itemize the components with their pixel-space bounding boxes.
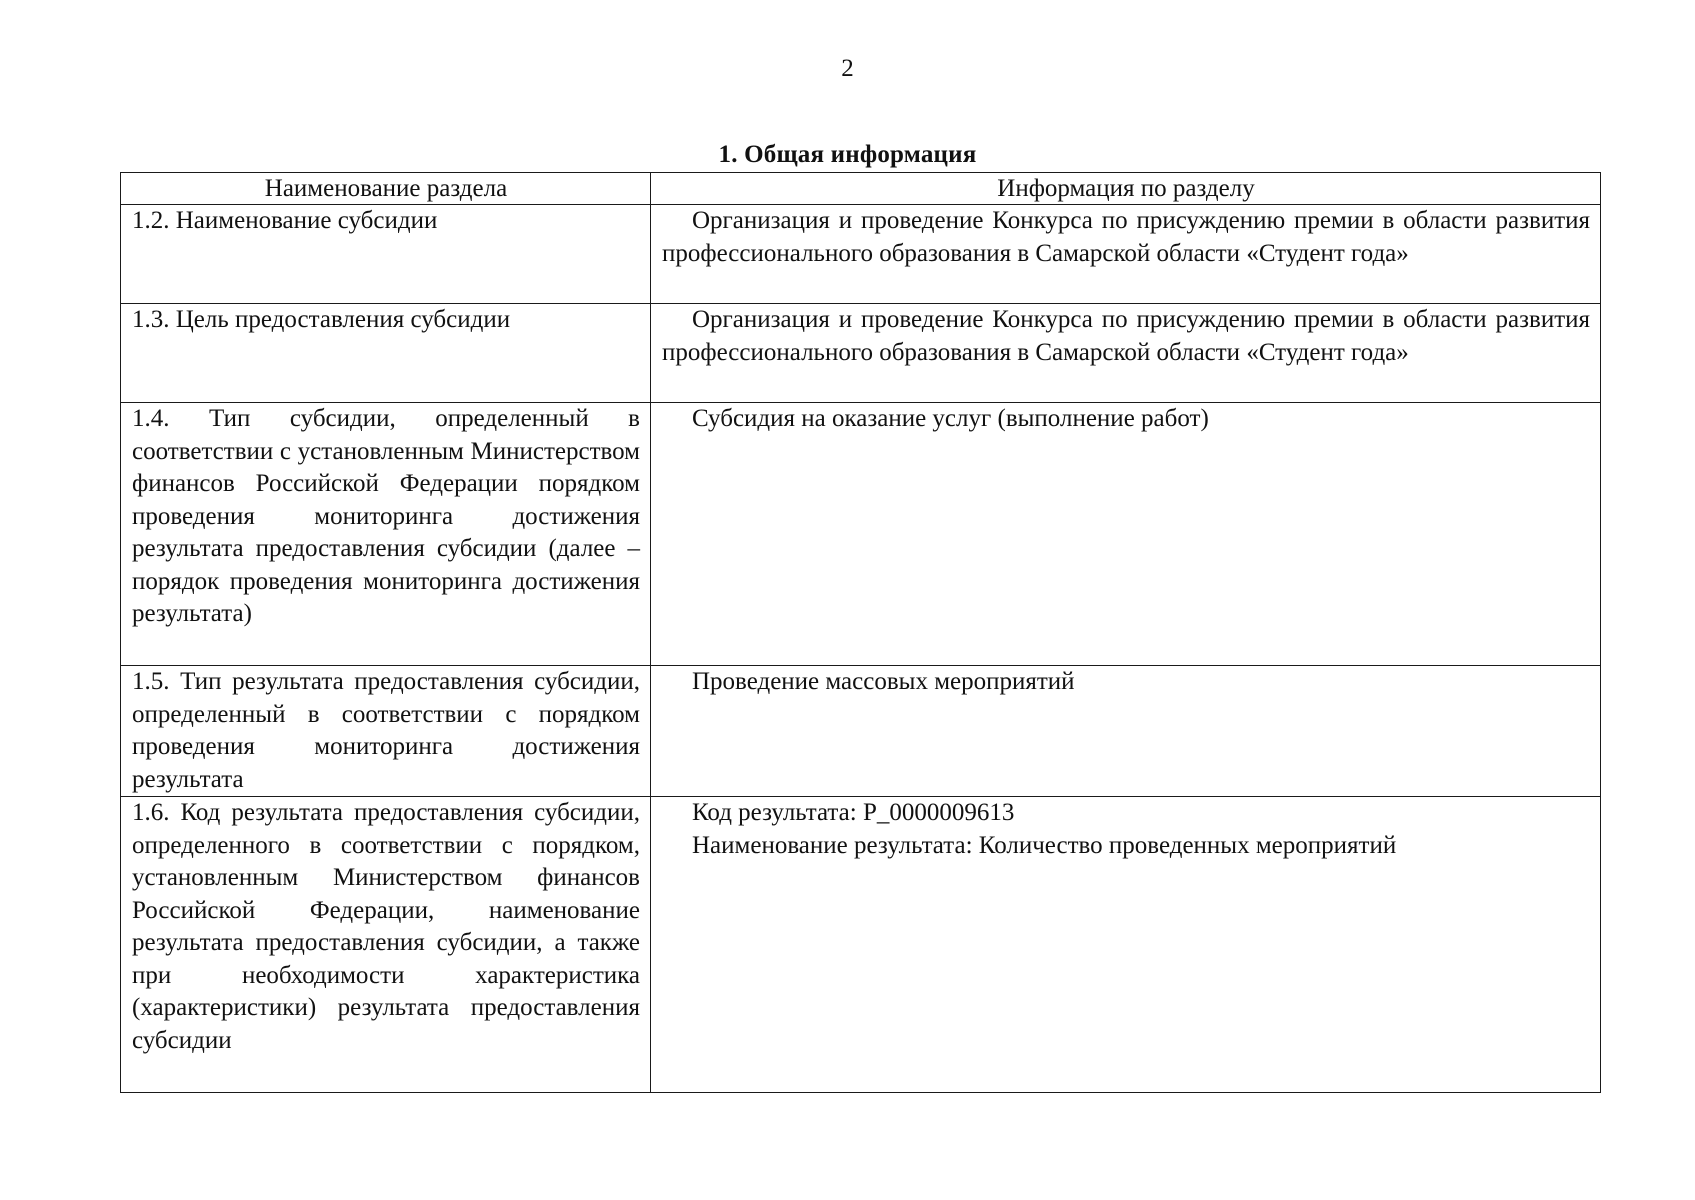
row-name-1-6: 1.6. Код результата предоставления субсидии, определенного в соответствии с порядком, установленным Министерством финансов Российской Федерации, наименование результата предоставления субсидии, а также при необходимости характеристика (характеристики) результата предоставления субсидии bbox=[121, 797, 651, 1093]
result-code-text: Код результата: P_0000009613 bbox=[692, 799, 1015, 826]
row-info-1-6 bbox=[651, 797, 1601, 1093]
row-info-text: Организация и проведение Конкурса по присуждению премии в области развития профессионального образования в Самарской области «Студент года» bbox=[662, 306, 1590, 366]
table-row bbox=[121, 666, 1601, 797]
row-info-1-3 bbox=[651, 304, 1601, 403]
row-info-1-5 bbox=[651, 666, 1601, 797]
row-name-1-5: 1.5. Тип результата предоставления субсидии, определенный в соответствии с порядком проведения мониторинга достижения результата bbox=[121, 666, 651, 797]
row-name-1-2: 1.2. Наименование субсидии bbox=[121, 205, 651, 304]
result-name-text: Наименование результата: Количество проведенных мероприятий bbox=[692, 831, 1397, 859]
row-info-1-2 bbox=[651, 205, 1601, 304]
section-title: 1. Общая информация bbox=[718, 141, 977, 168]
row-info-text: Организация и проведение Конкурса по присуждению премии в области развития профессионального образования в Самарской области «Студент года» bbox=[662, 207, 1590, 267]
header-section-info: Информация по разделу bbox=[651, 173, 1601, 205]
table-row bbox=[121, 403, 1601, 666]
row-info-text: Проведение массовых мероприятий bbox=[692, 668, 1075, 695]
row-info-text: Субсидия на оказание услуг (выполнение работ) bbox=[692, 405, 1209, 432]
general-info-table bbox=[120, 172, 1601, 1093]
table-header-row bbox=[121, 173, 1601, 205]
page-number: 2 bbox=[841, 55, 854, 82]
row-name-1-3: 1.3. Цель предоставления субсидии bbox=[121, 304, 651, 403]
row-name-1-4: 1.4. Тип субсидии, определенный в соответствии с установленным Министерством финансов Российской Федерации порядком проведения мониторинга достижения результата предоставления субсидии (далее – порядок проведения мониторинга достижения результата) bbox=[121, 403, 651, 666]
row-info-1-4 bbox=[651, 403, 1601, 666]
table-row bbox=[121, 205, 1601, 304]
table-row bbox=[121, 797, 1601, 1093]
table-row bbox=[121, 304, 1601, 403]
header-section-name: Наименование раздела bbox=[121, 173, 651, 205]
